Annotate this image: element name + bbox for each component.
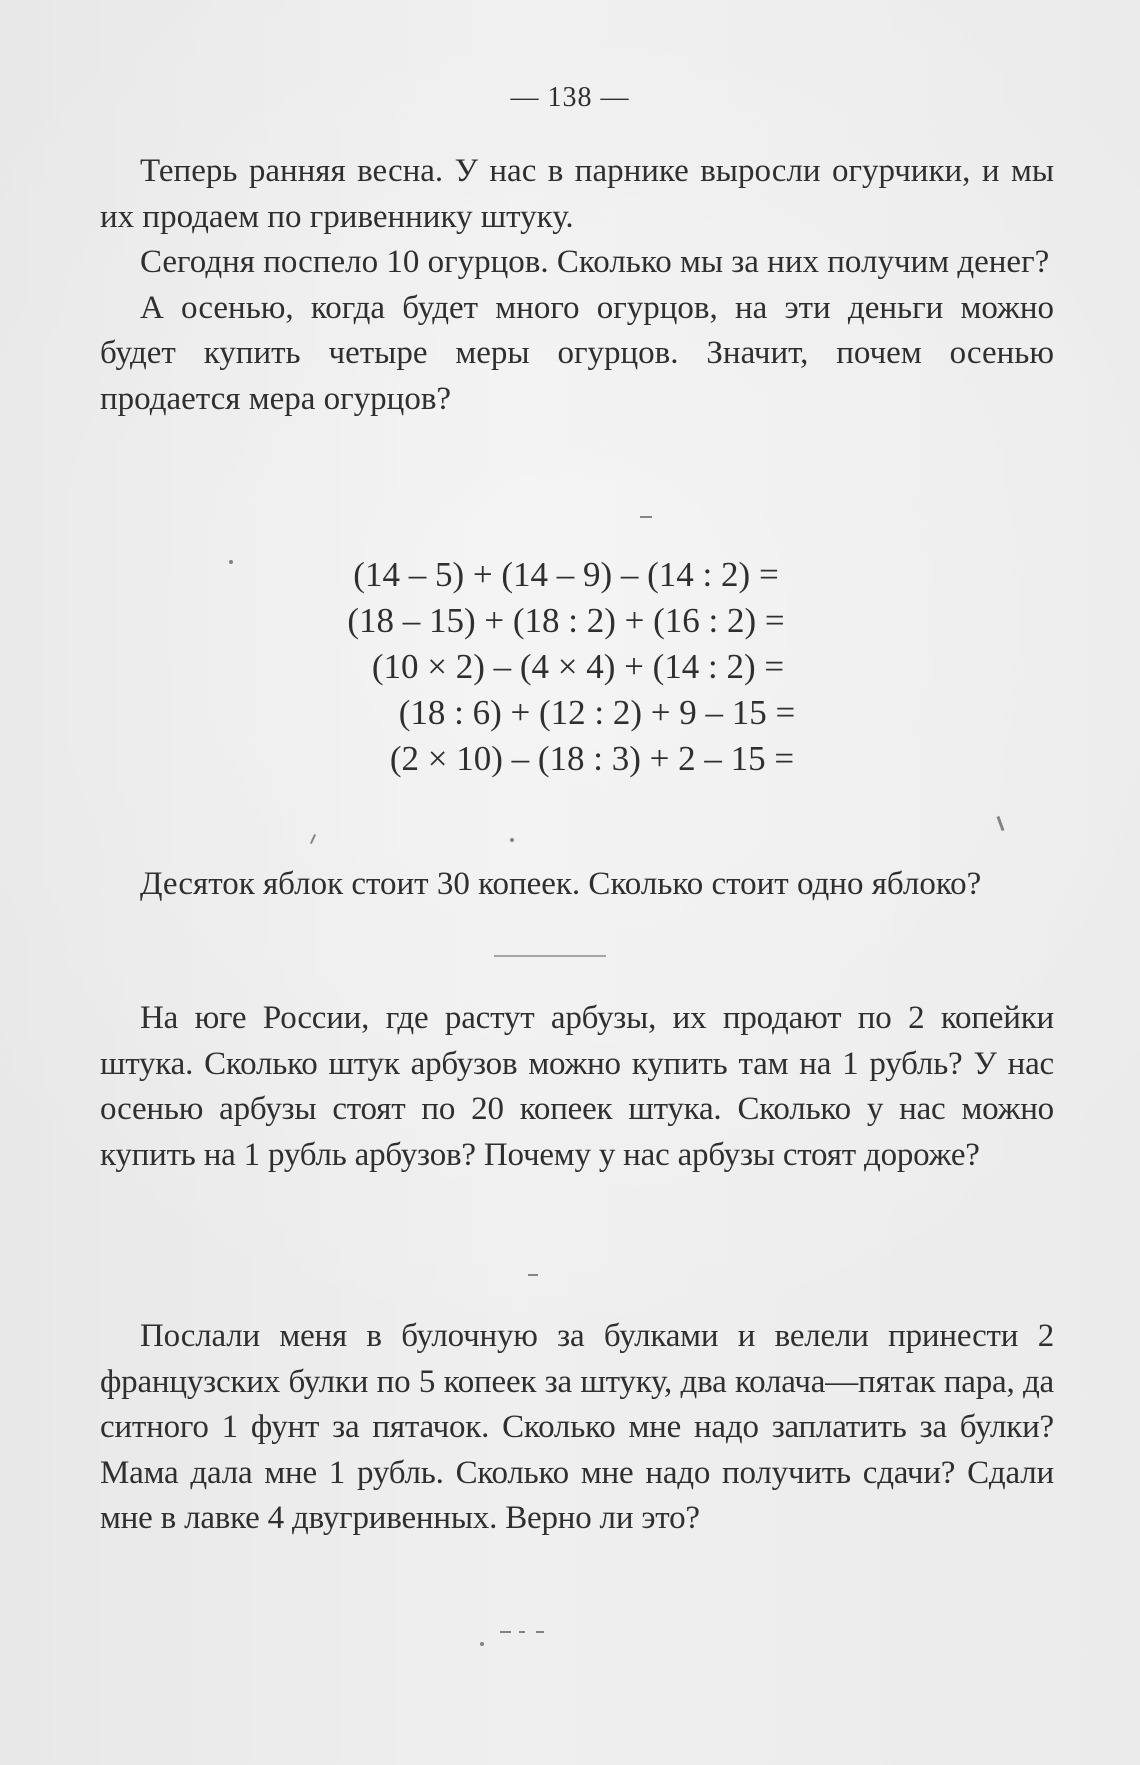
equation-1: (14 – 5) + (14 – 9) – (14 : 2) = [353, 555, 779, 594]
paragraph-spring-cucumbers: Теперь ранняя весна. У нас в парнике выросли огурчики, и мы их продаем по гривеннику штуку. [100, 153, 1054, 235]
equation-4: (18 : 6) + (12 : 2) + 9 – 15 = [398, 693, 796, 732]
print-mark [528, 1274, 538, 1276]
watermelon-problem-block [100, 996, 1054, 1178]
paragraph-watermelons: На юге России, где растут арбузы, их продают по 2 копейки штука. Сколько штук арбузов можно купить там на 1 рубль? У нас осенью арбузы стоят по 20 копеек штука. Сколько у нас можно купить на 1 рубль арбузов? Почему у нас арбузы стоят дороже? [100, 1000, 1054, 1173]
paragraph-bakery: Послали меня в булочную за булками и велели принести 2 французских булки по 5 копеек за штуку, два колача—пятак пара, да ситного 1 фунт за пятачок. Сколько мне надо заплатить за булки? Мама дала мне 1 рубль. Сколько мне надо получить сдачи? Сдали мне в лавке 4 двугривенных. Верно ли это? [100, 1318, 1054, 1536]
divider-line [494, 955, 606, 957]
apple-problem-block [100, 862, 1054, 908]
opening-problem-block [100, 149, 1054, 422]
print-dot [480, 1642, 484, 1646]
equation-5: (2 × 10) – (18 : 3) + 2 – 15 = [389, 739, 795, 778]
print-mark [310, 834, 316, 844]
print-mark [997, 816, 1005, 831]
print-mark [536, 1631, 544, 1633]
paragraph-ten-cucumbers: Сегодня поспело 10 огурцов. Сколько мы за них получим денег? [140, 244, 1050, 280]
print-dot [510, 838, 514, 842]
paragraph-autumn-cucumbers: А осенью, когда будет много огурцов, на эти деньги можно будет купить четыре меры огурцов. Значит, почем осенью продается мера огурцов? [100, 289, 1054, 417]
equation-3: (10 × 2) – (4 × 4) + (14 : 2) = [371, 647, 785, 686]
page-number: — 138 — [510, 82, 630, 113]
print-mark [640, 516, 652, 518]
equation-2: (18 – 15) + (18 : 2) + (16 : 2) = [347, 601, 785, 640]
print-mark [519, 1631, 525, 1633]
paragraph-apples: Десяток яблок стоит 30 копеек. Сколько стоит одно яблоко? [140, 866, 982, 902]
bakery-problem-block [100, 1314, 1054, 1542]
equation-list [0, 552, 1140, 782]
print-mark [500, 1631, 511, 1633]
